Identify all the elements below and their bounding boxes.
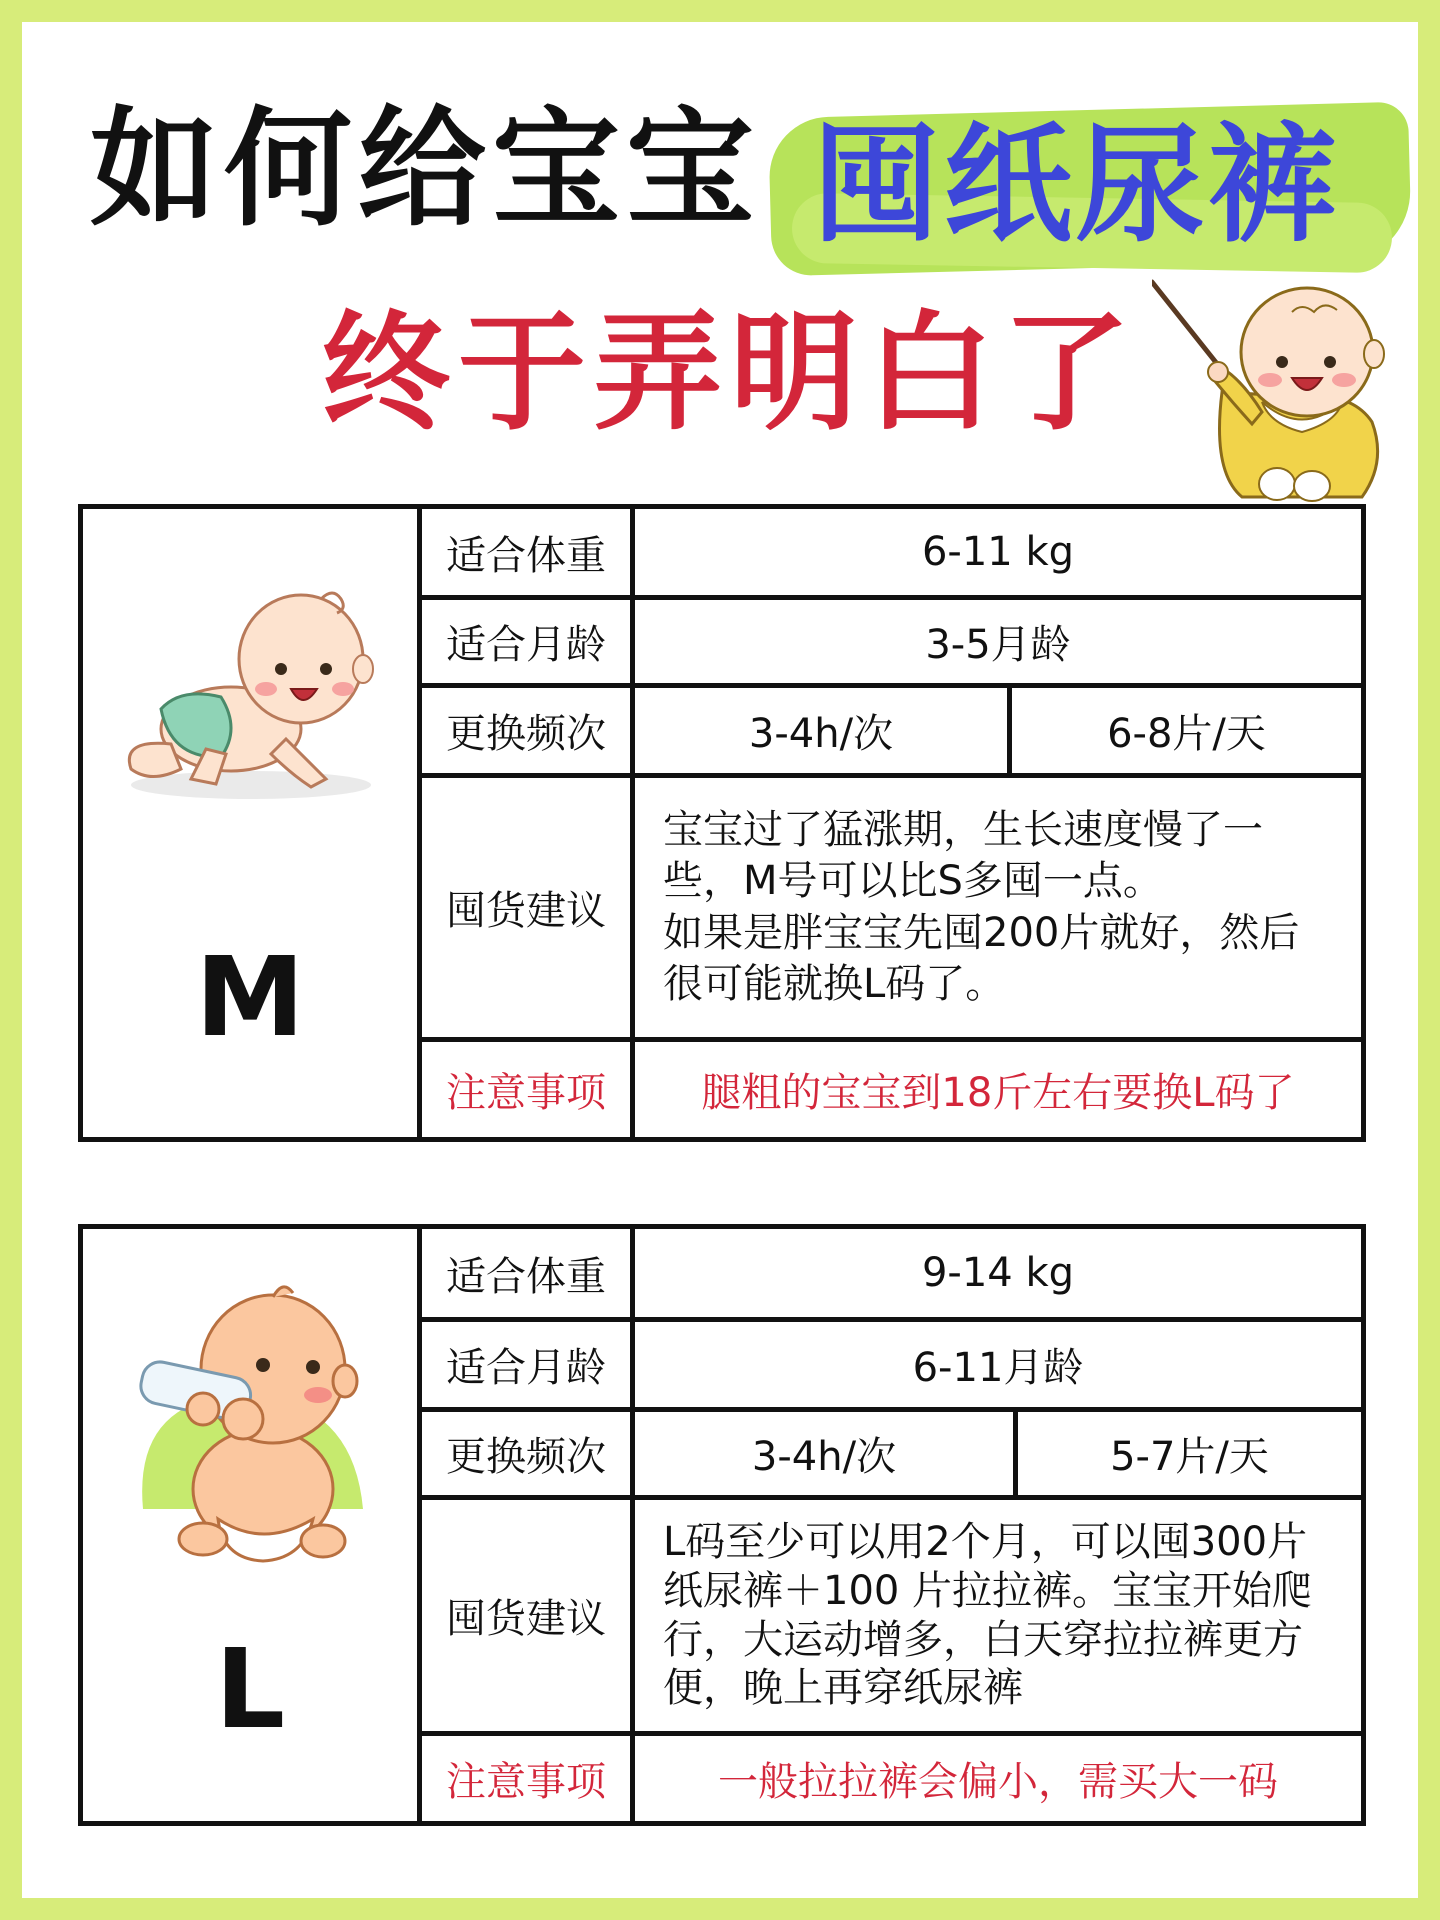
frequency-label: 更换频次 bbox=[422, 688, 635, 773]
age-value: 3-5月龄 bbox=[925, 622, 1071, 668]
row-stock-advice bbox=[422, 1495, 1361, 1731]
page-card bbox=[22, 22, 1418, 1898]
size-m-rows bbox=[422, 509, 1361, 1137]
bottle-baby-illustration bbox=[123, 1269, 383, 1569]
frequency-hours: 3-4h/次 bbox=[635, 1412, 1018, 1495]
age-label: 适合月龄 bbox=[422, 1322, 635, 1407]
note-label: 注意事项 bbox=[422, 1042, 635, 1137]
age-value: 6-11月龄 bbox=[912, 1345, 1084, 1391]
row-stock-advice bbox=[422, 773, 1361, 1037]
frequency-label: 更换频次 bbox=[422, 1412, 635, 1495]
row-weight bbox=[422, 509, 1361, 595]
stock-advice-text: L码至少可以用2个月，可以囤300片纸尿裤＋100 片拉拉裤。宝宝开始爬行，大运动增多，白天穿拉拉裤更方便，晚上再穿纸尿裤 bbox=[663, 1518, 1313, 1712]
weight-value: 6-11 kg bbox=[921, 529, 1075, 575]
row-note bbox=[422, 1037, 1361, 1137]
size-l-rows bbox=[422, 1229, 1361, 1821]
frequency-pieces: 5-7片/天 bbox=[1110, 1434, 1269, 1480]
size-l-left-column bbox=[83, 1229, 422, 1821]
row-age bbox=[422, 595, 1361, 683]
age-label: 适合月龄 bbox=[422, 600, 635, 683]
title-prefix: 如何给宝宝 bbox=[90, 95, 761, 244]
weight-label: 适合体重 bbox=[422, 1229, 635, 1317]
size-letter-l: L bbox=[214, 1625, 286, 1753]
stock-advice-label: 囤货建议 bbox=[422, 778, 635, 1037]
row-weight bbox=[422, 1229, 1361, 1317]
frequency-hours: 3-4h/次 bbox=[635, 688, 1012, 773]
frequency-pieces: 6-8片/天 bbox=[1107, 711, 1266, 757]
crawling-baby-illustration bbox=[111, 579, 391, 809]
size-letter-m: M bbox=[195, 933, 305, 1061]
row-frequency bbox=[422, 1407, 1361, 1495]
note-value: 一般拉拉裤会偏小，需买大一码 bbox=[718, 1759, 1278, 1805]
size-l-table bbox=[78, 1224, 1366, 1826]
row-note bbox=[422, 1731, 1361, 1821]
title-highlight: 囤纸尿裤 bbox=[812, 111, 1341, 260]
weight-label: 适合体重 bbox=[422, 509, 635, 595]
weight-value: 9-14 kg bbox=[921, 1250, 1075, 1296]
row-frequency bbox=[422, 683, 1361, 773]
stock-advice-line1: 宝宝过了猛涨期，生长速度慢了一些，M号可以比S多囤一点。 bbox=[663, 807, 1263, 905]
stock-advice-line2: 如果是胖宝宝先囤200片就好，然后很可能就换L码了。 bbox=[663, 909, 1300, 1007]
baby-pointer-illustration bbox=[1152, 272, 1392, 507]
title-subheading: 终于弄明白了 bbox=[322, 299, 1139, 448]
size-m-left-column bbox=[83, 509, 422, 1137]
note-label: 注意事项 bbox=[422, 1736, 635, 1821]
note-value: 腿粗的宝宝到18斤左右要换L码了 bbox=[701, 1070, 1295, 1116]
row-age bbox=[422, 1317, 1361, 1407]
size-m-table bbox=[78, 504, 1366, 1142]
stock-advice-label: 囤货建议 bbox=[422, 1500, 635, 1731]
stock-advice-text bbox=[635, 778, 1361, 1037]
